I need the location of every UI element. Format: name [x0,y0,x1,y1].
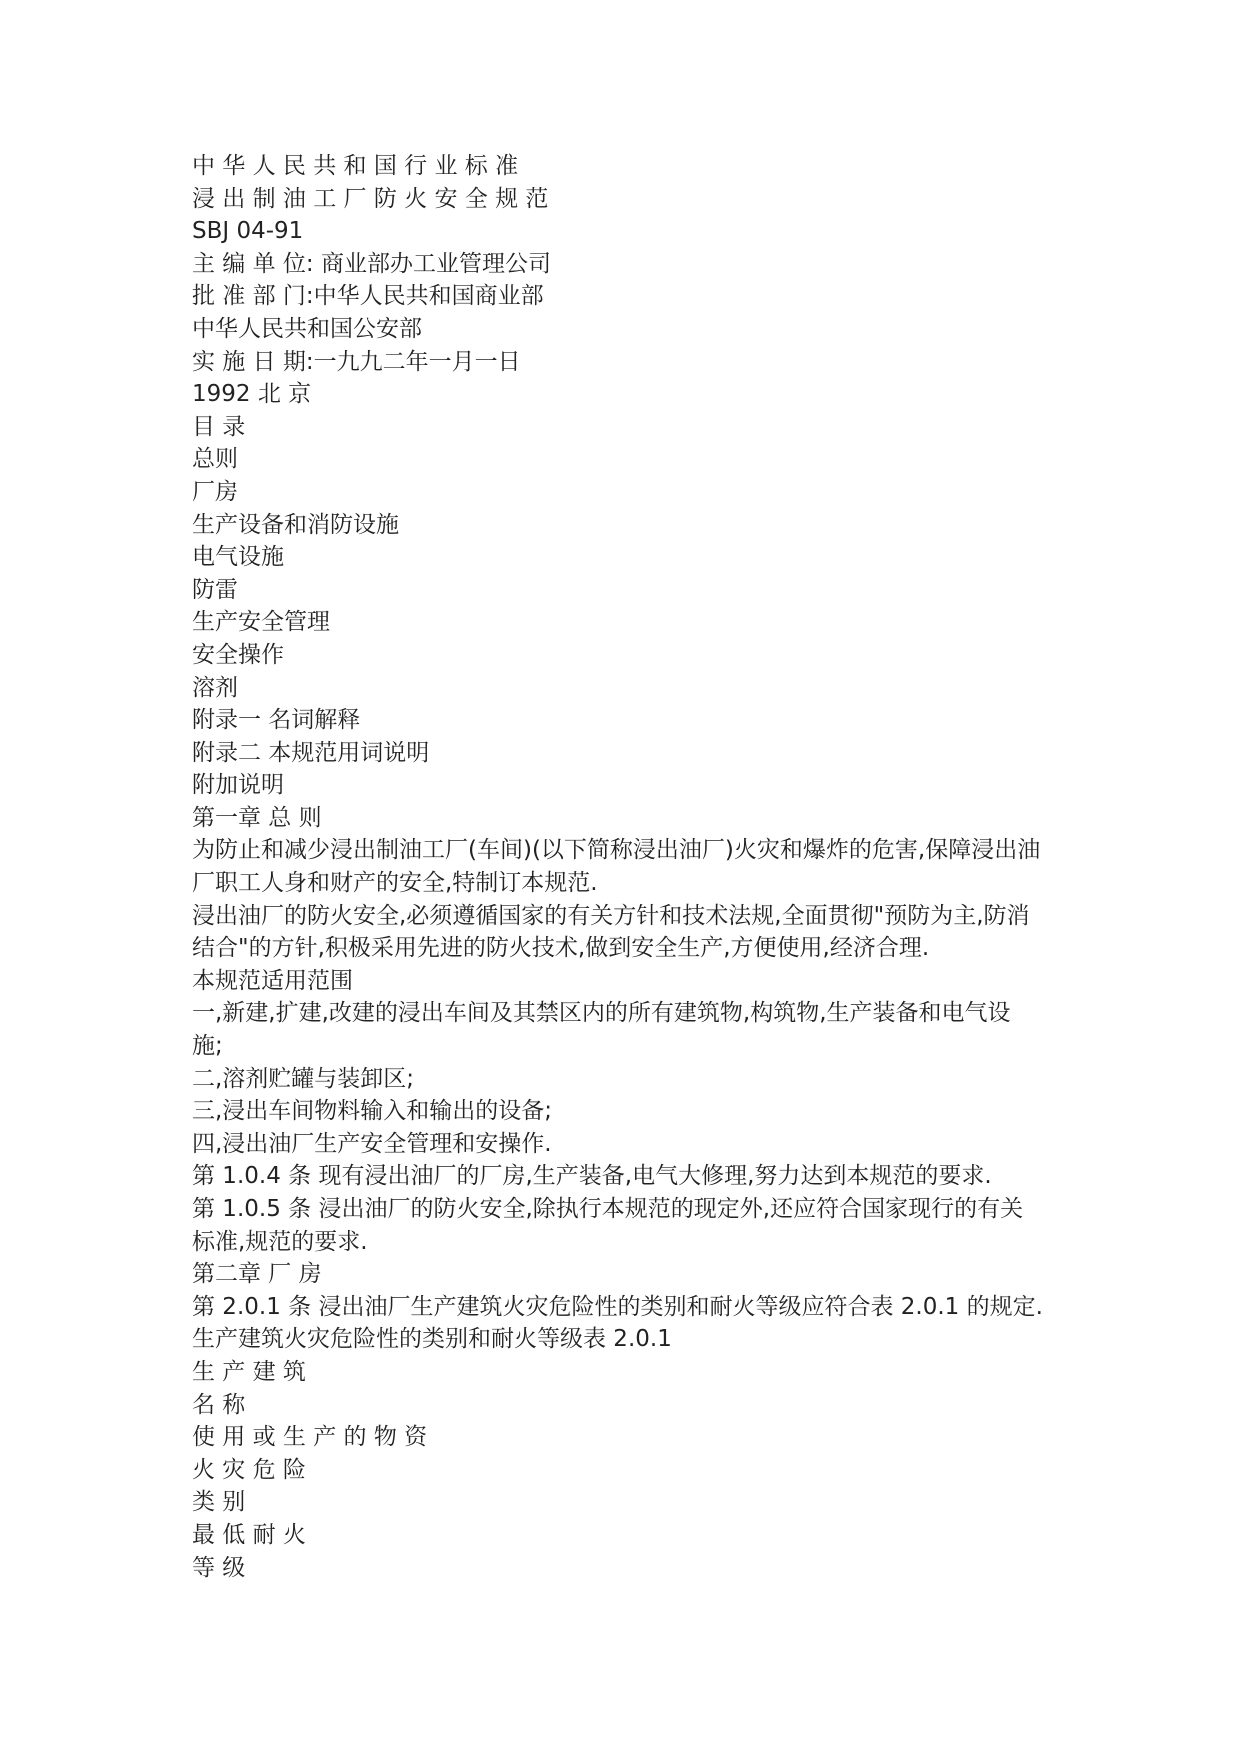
table-header-cell: 名 称 [192,1391,246,1418]
article-line: 第 1.0.5 条 浸出油厂的防火安全,除执行本规范的现定外,还应符合国家现行的有关 [192,1196,1024,1222]
toc-item: 生产设备和消防设施 [192,511,399,538]
toc-item: 电气设施 [192,544,284,571]
paragraph-line: 施; [192,1033,223,1060]
chapter-heading: 第二章 厂 房 [192,1261,322,1288]
editor-unit: 主 编 单 位: 商业部办工业管理公司 [192,250,551,277]
article-line: 第 1.0.4 条 现有浸出油厂的厂房,生产装备,电气大修理,努力达到本规范的要求. [192,1163,992,1190]
paragraph-line: 厂职工人身和财产的安全,特制订本规范. [192,870,598,897]
table-header-cell: 等 级 [192,1554,246,1581]
standard-category: 中 华 人 民 共 和 国 行 业 标 准 [192,153,519,179]
approval-dept-2: 中华人民共和国公安部 [192,315,422,342]
table-header-cell: 最 低 耐 火 [192,1521,306,1548]
table-header-cell: 火 灾 危 险 [192,1456,306,1483]
publish-place: 1992 北 京 [192,381,312,408]
effective-date: 实 施 日 期:一九九二年一月一日 [192,348,521,375]
toc-item: 生产安全管理 [192,609,330,636]
table-header-cell: 生 产 建 筑 [192,1358,306,1385]
paragraph-line: 结合"的方针,积极采用先进的防火技术,做到安全生产,方便使用,经济合理. [192,935,930,962]
toc-item: 厂房 [192,478,238,505]
toc-item: 总则 [192,446,238,473]
paragraph-line: 本规范适用范围 [192,967,353,994]
document-body [192,150,1062,1584]
paragraph-line: 为防止和减少浸出制油工厂(车间)(以下简称浸出油厂)火灾和爆炸的危害,保障浸出油 [192,837,1041,864]
article-line: 标准,规范的要求. [192,1228,368,1255]
approval-dept: 批 准 部 门:中华人民共和国商业部 [192,283,544,310]
article-line: 第 2.0.1 条 浸出油厂生产建筑火灾危险性的类别和耐火等级应符合表 2.0.1 的规定. [192,1293,1043,1320]
paragraph-line: 二,溶剂贮罐与装卸区; [192,1065,415,1092]
toc-item: 附加说明 [192,772,284,799]
toc-item: 安全操作 [192,641,284,668]
toc-item: 附录二 本规范用词说明 [192,739,430,766]
toc-item: 附录一 名词解释 [192,707,361,734]
chapter-heading: 第一章 总 则 [192,804,322,831]
paragraph-line: 一,新建,扩建,改建的浸出车间及其禁区内的所有建筑物,构筑物,生产装备和电气设 [192,1000,1011,1027]
table-header-cell: 使 用 或 生 产 的 物 资 [192,1424,428,1451]
table-header-cell: 类 别 [192,1489,246,1516]
toc-item: 溶剂 [192,674,238,701]
table-caption: 生产建筑火灾危险性的类别和耐火等级表 2.0.1 [192,1326,672,1353]
standard-code: SBJ 04-91 [192,218,304,245]
paragraph-line: 浸出油厂的防火安全,必须遵循国家的有关方针和技术法规,全面贯彻"预防为主,防消 [192,902,1030,929]
toc-heading: 目 录 [192,413,246,440]
document-title: 浸 出 制 油 工 厂 防 火 安 全 规 范 [192,185,549,212]
paragraph-line: 三,浸出车间物料输入和输出的设备; [192,1098,553,1125]
paragraph-line: 四,浸出油厂生产安全管理和安操作. [192,1130,552,1157]
toc-item: 防雷 [192,576,238,603]
